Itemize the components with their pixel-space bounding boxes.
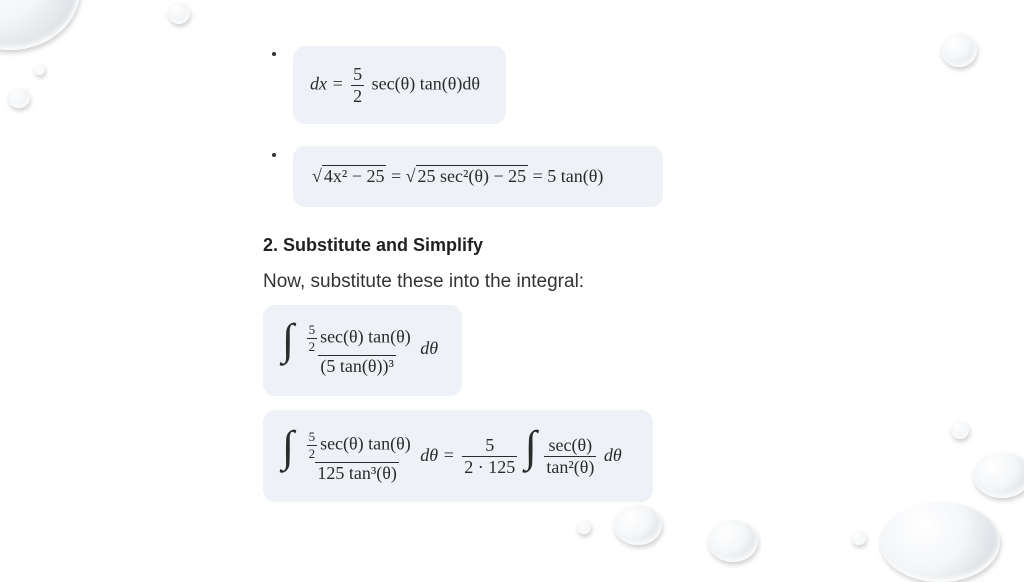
water-drop [708, 520, 758, 562]
d-theta: dθ [420, 338, 439, 358]
integral-2 [282, 422, 622, 484]
fraction-denominator: 2 [353, 86, 363, 106]
fraction-numerator: 5 [353, 64, 363, 84]
sqrt-rhs: = 5 tan(θ) [532, 166, 604, 186]
dx-rhs: sec(θ) tan(θ)dθ [371, 73, 480, 94]
equals-sign: = [390, 166, 402, 186]
integral-sign: ∫ [282, 315, 295, 364]
water-drop [941, 33, 977, 67]
dx-equation [310, 64, 480, 107]
coefficient-fraction [462, 435, 517, 478]
water-drop [34, 64, 45, 75]
numerator-text: sec(θ) tan(θ) [320, 327, 411, 347]
rhs-denominator: tan²(θ) [546, 457, 595, 478]
inner-numerator: 5 [308, 322, 316, 338]
integral-sign: ∫ [282, 422, 295, 471]
coefficient-denominator: 2 · 125 [464, 457, 516, 478]
radicand-1: 4x² − 25 [323, 166, 385, 186]
d-theta: dθ [603, 445, 622, 465]
integral-2-denominator: 125 tan³(θ) [317, 463, 397, 484]
integral-1-denominator: (5 tan(θ))³ [320, 356, 394, 377]
list-bullet [272, 52, 276, 56]
water-drop [614, 505, 662, 545]
sqrt-sign: √ [312, 166, 322, 186]
integral-1-fraction [302, 322, 413, 377]
water-drop [8, 88, 30, 108]
rhs-fraction [544, 435, 596, 478]
water-drop [880, 502, 1000, 582]
inner-denominator: 2 [308, 339, 316, 355]
rhs-numerator: sec(θ) [548, 435, 593, 456]
water-drop [852, 531, 866, 545]
intro-paragraph: Now, substitute these into the integral: [263, 271, 585, 292]
sqrt-equation [312, 166, 603, 187]
five-halves-fraction [351, 64, 364, 107]
integral-2-numerator [302, 429, 413, 462]
d-theta-equals: dθ = [420, 445, 455, 465]
water-drop [973, 452, 1024, 498]
inner-fraction [307, 322, 318, 355]
inner-denominator: 2 [308, 446, 316, 462]
sqrt-sign: √ [405, 166, 416, 186]
inner-numerator: 5 [308, 429, 316, 445]
radicand-2: 25 sec²(θ) − 25 [417, 166, 527, 186]
water-drop [951, 421, 969, 439]
integral-1-numerator [302, 322, 413, 355]
inner-fraction [307, 429, 318, 462]
dx-lhs: dx = [310, 73, 344, 94]
water-drop [168, 2, 190, 24]
water-drop [0, 0, 80, 50]
integral-2-fraction [302, 429, 413, 484]
water-drop [577, 520, 591, 534]
section-heading: 2. Substitute and Simplify [263, 235, 484, 255]
numerator-text: sec(θ) tan(θ) [320, 434, 411, 454]
integral-1 [282, 315, 439, 377]
integral-sign: ∫ [524, 422, 537, 471]
list-bullet [272, 153, 276, 157]
coefficient-numerator: 5 [485, 435, 495, 456]
